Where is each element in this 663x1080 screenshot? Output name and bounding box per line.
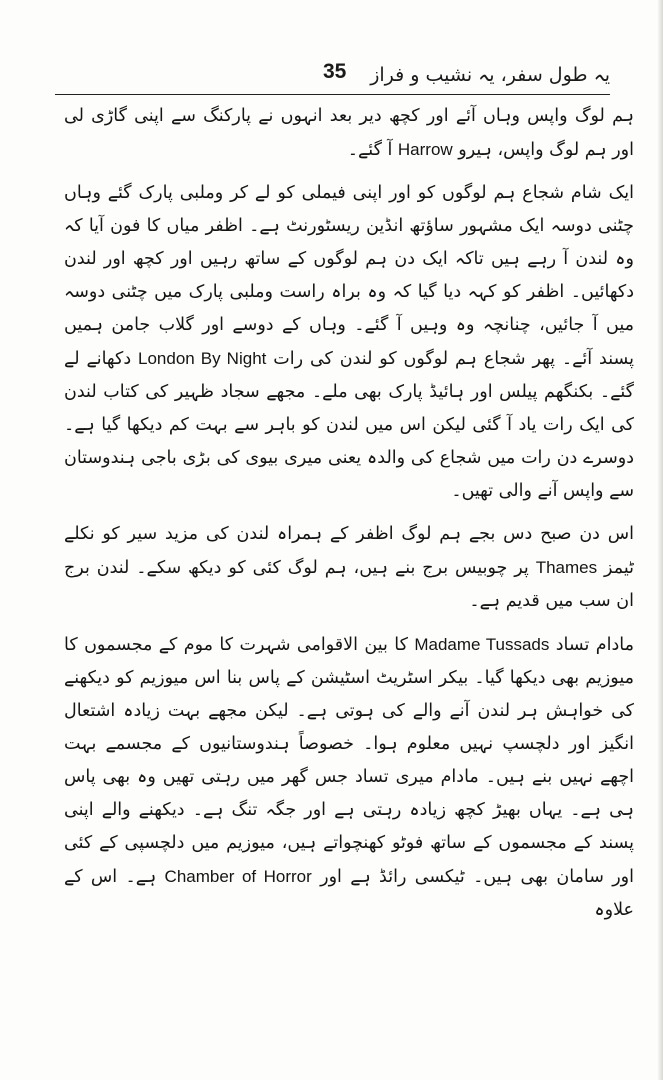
paragraph <box>64 177 634 508</box>
text-run: ایک شام شجاع ہم لوگوں کو اور اپنی فیملی کو لے کر وملبی پارک گئے وہاں چٹنی دوسہ ایک مشہور ساؤتھ انڈین ریسٹورنٹ ہے۔ اظفر میاں کا فون آیا کہ وہ لندن آ رہے ہیں تاکہ ایک دن ہم لوگوں کے ساتھ رہیں اور کچھ اور لندن دکھائیں۔ اظفر کو کہہ دیا گیا کہ وہ براہ راست وملبی پارک میں چٹنی دوسہ میں آ جائیں، چنانچہ وہ وہیں آ گئے۔ وہاں کے دوسے اور گلاب جامن ہمیں پسند آئے۔ پھر شجاع ہم لوگوں کو لندن کی رات <box>64 183 635 369</box>
english-term: Thames <box>535 558 598 577</box>
page-number: 35 <box>323 60 347 83</box>
header-divider <box>55 94 610 95</box>
page-body <box>64 100 634 927</box>
english-term: Harrow <box>397 140 453 159</box>
text-run: مادام تساد <box>549 635 634 655</box>
paragraph <box>64 100 634 167</box>
text-run: اس دن صبح دس بجے ہم لوگ اظفر کے ہمراہ لندن کی مزید سیر کو نکلے ٹیمز <box>64 524 634 578</box>
english-term: Madame Tussads <box>414 635 550 654</box>
text-run: پر چوبیس برج بنے ہیں، ہم لوگ کئی کو دیکھ سکے۔ لندن برج ان سب میں قدیم ہے۔ <box>64 558 634 611</box>
text-run: ہے۔ اس کے علاوہ <box>64 867 634 920</box>
paragraph <box>64 628 634 927</box>
text-run: آ گئے۔ <box>347 140 398 160</box>
text-run: دکھانے لے گئے۔ بکنگھم پیلس اور ہائیڈ پارک بھی ملے۔ مجھے سجاد ظہیر کی کتاب لندن کی ایک رات یاد آ گئی لیکن اس میں لندن کو باہر سے بہت کم دیکھا گیا ہے۔ دوسرے دن رات میں شجاع کی والدہ یعنی میری بیوی کی بڑی باجی ہندوستان سے واپس آنے والی تھیں۔ <box>64 349 634 501</box>
book-title: یہ طول سفر، یہ نشیب و فراز <box>370 64 610 86</box>
page-header <box>55 58 610 98</box>
english-term: London By Night <box>138 349 267 368</box>
english-term: Chamber of Horror <box>164 867 312 886</box>
paragraph <box>64 518 634 618</box>
page-fold-shadow <box>657 0 663 1080</box>
text-run: ہم لوگ واپس وہاں آئے اور کچھ دیر بعد انہوں نے پارکنگ سے اپنی گاڑی لی اور ہم لوگ واپس، ہیرو <box>64 106 634 160</box>
text-run: کا بین الاقوامی شہرت کا موم کے مجسموں کا میوزیم بھی دیکھا گیا۔ بیکر اسٹریٹ اسٹیشن کے پاس بنا اس میوزیم کو دیکھنے کی خواہش ہر لندن آنے والے کی ہوتی ہے۔ لیکن مجھے بہت زیادہ اشتعال انگیز اور دلچسپ نہیں معلوم ہوا۔ خصوصاً ہندوستانیوں کے مجسمے بہت اچھے نہیں بنے ہیں۔ مادام میری تساد جس گھر میں رہتی تھیں وہ بھی پاس ہی ہے۔ یہاں بھیڑ کچھ زیادہ رہتی ہے اور جگہ تنگ ہے۔ دیکھنے والے اپنی پسند کے مجسموں کے ساتھ فوٹو کھنچواتے ہیں، میوزیم میں دلچسپی کے کئی اور سامان بھی ہیں۔ ٹیکسی رائڈ ہے اور <box>64 635 634 887</box>
